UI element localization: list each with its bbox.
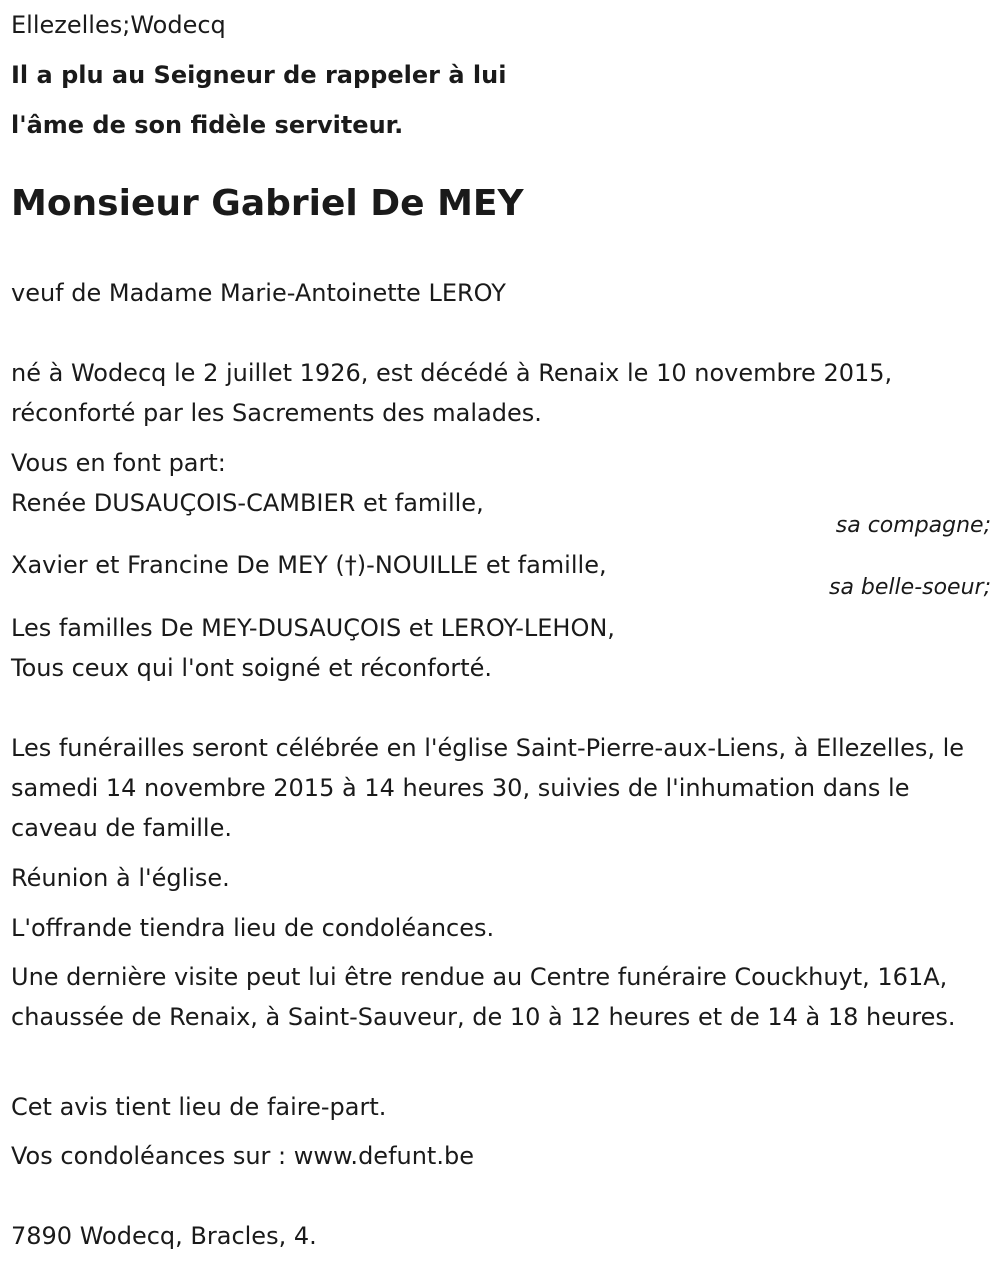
notice-line: Cet avis tient lieu de faire-part.	[11, 1093, 387, 1121]
deceased-name: Monsieur Gabriel De MEY	[11, 183, 524, 224]
last-visit-paragraph: Une dernière visite peut lui être rendue au Centre funéraire Couckhuyt, 161A, chaussée de Renaix, à Saint-Sauveur, de 10 à 12 heures et de 14 à 18 heures.	[11, 963, 956, 1031]
family-entry: Xavier et Francine De MEY (†)-NOUILLE et famille,	[11, 551, 607, 579]
family-entry: Les familles De MEY-DUSAUÇOIS et LEROY-LEHON,	[11, 614, 615, 642]
family-role: sa compagne;	[835, 513, 991, 538]
spouse-line: veuf de Madame Marie-Antoinette LEROY	[11, 279, 506, 307]
meeting-line: Réunion à l'église.	[11, 864, 230, 892]
family-entry: Renée DUSAUÇOIS-CAMBIER et famille,	[11, 489, 484, 517]
intro-line-1: Il a plu au Seigneur de rappeler à lui	[11, 61, 507, 89]
location-line: Ellezelles;Wodecq	[11, 11, 226, 39]
condolences-line: Vos condoléances sur : www.defunt.be	[11, 1142, 474, 1170]
offering-line: L'offrande tiendra lieu de condoléances.	[11, 914, 495, 942]
family-intro: Vous en font part:	[11, 449, 226, 477]
family-entry: Tous ceux qui l'ont soigné et réconforté.	[11, 654, 493, 682]
family-role: sa belle-soeur;	[829, 575, 991, 600]
address-line: 7890 Wodecq, Bracles, 4.	[11, 1222, 317, 1250]
birth-death-line: né à Wodecq le 2 juillet 1926, est décédé à Renaix le 10 novembre 2015,	[11, 359, 893, 387]
funeral-ceremony: Les funérailles seront célébrée en l'église Saint-Pierre-aux-Liens, à Ellezelles, le samedi 14 novembre 2015 à 14 heures 30, suivies de l'inhumation dans le caveau de famille.	[11, 734, 965, 842]
sacraments-line: réconforté par les Sacrements des malades.	[11, 399, 542, 427]
intro-line-2: l'âme de son fidèle serviteur.	[11, 111, 404, 139]
